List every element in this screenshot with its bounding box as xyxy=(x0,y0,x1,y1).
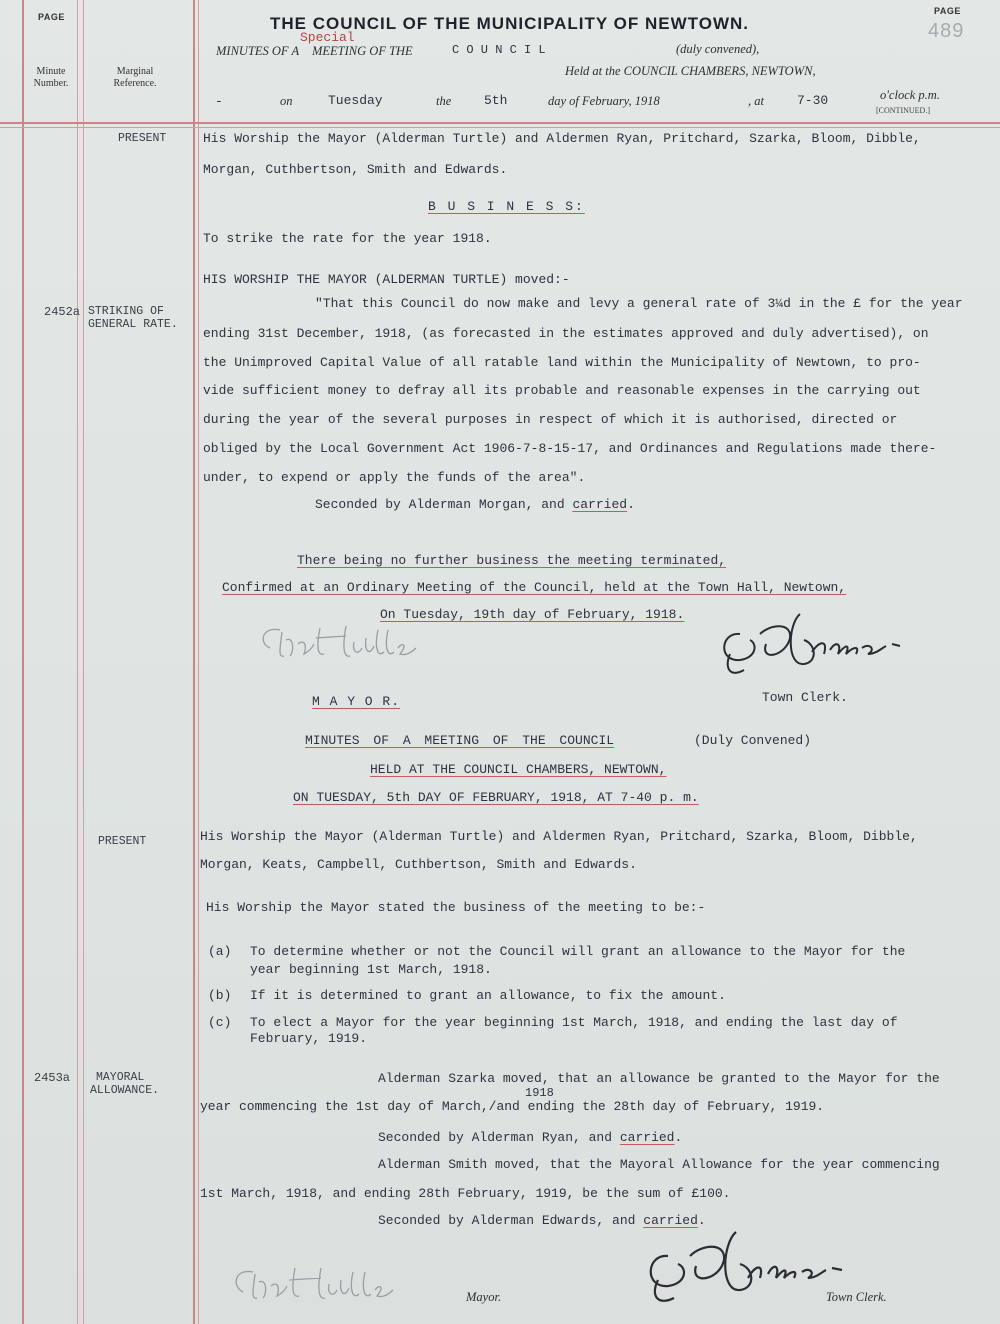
motion-line-4: vide sufficient money to defray all its probable and reasonable expenses in the carrying out xyxy=(203,383,921,398)
meeting-of-the-label: MEETING OF THE xyxy=(312,44,413,58)
mayor-label-2: Mayor. xyxy=(466,1290,502,1304)
on-label: on xyxy=(280,94,293,108)
marginal-ref-allowance: ALLOWANCE. xyxy=(90,1084,160,1097)
motion-line-5: during the year of the several purposes in respect of which it is authorised, directed or xyxy=(203,412,898,427)
present-line-2b: Morgan, Keats, Campbell, Cuthbertson, Smith and Edwards. xyxy=(200,857,637,872)
minute-number-column-label: Minute Number. xyxy=(33,66,69,89)
present-label-1: PRESENT xyxy=(118,132,167,145)
at-label: , at xyxy=(748,94,764,108)
seconded-line xyxy=(315,497,635,512)
mayor-signature-1 xyxy=(250,618,440,668)
motion-line-2: ending 31st December, 1918, (as forecasted in the estimates approved and duly advertised), on xyxy=(203,326,929,341)
carried-period: . xyxy=(627,497,635,512)
marginal-reference-column-label: Marginal Reference. xyxy=(113,66,157,89)
marginal-ref-general-rate: GENERAL RATE. xyxy=(88,318,178,331)
item-a-label: (a) xyxy=(208,944,232,959)
seconded-text: Seconded by Alderman Morgan, and xyxy=(315,497,565,512)
carried2-period: . xyxy=(697,1213,706,1228)
item-b-line1: If it is determined to grant an allowance, to fix the amount. xyxy=(250,988,726,1003)
held-at-heading-2: HELD AT THE COUNCIL CHAMBERS, NEWTOWN, xyxy=(370,762,667,777)
motion2-line1: Alderman Smith moved, that the Mayoral Allowance for the year commencing xyxy=(378,1157,940,1172)
marginal-ref-mayoral: MAYORAL xyxy=(96,1071,145,1084)
seconded1-text: Seconded by Alderman Ryan, and xyxy=(378,1130,613,1145)
held-at-label: Held at the COUNCIL CHAMBERS, NEWTOWN, xyxy=(565,64,816,78)
page-label-right: PAGE xyxy=(934,6,961,16)
confirmed-date: On Tuesday, 19th day of February, 1918. xyxy=(380,607,685,622)
town-clerk-label-1: Town Clerk. xyxy=(762,690,848,705)
special-insert: Special xyxy=(300,30,355,45)
motion2-line2: 1st March, 1918, and ending 28th February, 1919, be the sum of £100. xyxy=(200,1186,731,1201)
margin-rule-left xyxy=(22,0,24,1324)
marginal-ref-striking: STRIKING OF xyxy=(88,305,164,318)
page-label-left: PAGE xyxy=(38,12,65,22)
motion-line-7: under, to expend or apply the funds of the area". xyxy=(203,470,586,485)
header-rule-2 xyxy=(0,127,1000,128)
minute-number-column-rule xyxy=(77,0,78,1324)
carried2-text: carried xyxy=(643,1213,698,1228)
motion1-line1: Alderman Szarka moved, that an allowance be granted to the Mayor for the xyxy=(378,1071,940,1086)
duly-convened-2: (Duly Convened) xyxy=(694,733,812,748)
mayor-signature-2 xyxy=(225,1252,425,1312)
motion1-insert-1918: 1918 xyxy=(525,1086,554,1100)
item-c-line1: To elect a Mayor for the year beginning 1st March, 1918, and ending the last day of xyxy=(250,1015,898,1030)
minute-number-column-rule-2 xyxy=(83,0,84,1324)
confirmed-line: Confirmed at an Ordinary Meeting of the Council, held at the Town Hall, Newtown, xyxy=(222,580,847,595)
present-line-1b: Morgan, Cuthbertson, Smith and Edwards. xyxy=(203,162,508,177)
date-typed: 5th xyxy=(484,93,508,108)
carried1-period: . xyxy=(674,1130,683,1145)
header-dash: - xyxy=(215,94,223,109)
meeting-terminated: There being no further business the meeting terminated, xyxy=(297,553,727,568)
day-of-label: day of February, 1918 xyxy=(548,94,660,108)
mayor-label-1: M A Y O R. xyxy=(312,694,401,709)
item-c-label: (c) xyxy=(208,1015,232,1030)
town-clerk-signature-1 xyxy=(700,604,920,684)
motion1-line2: year commencing the 1st day of March,/and ending the 28th day of February, 1919. xyxy=(200,1099,825,1114)
business-heading: B U S I N E S S: xyxy=(428,199,585,214)
date-heading-2: ON TUESDAY, 5th DAY OF FEBRUARY, 1918, AT 7-40 p. m. xyxy=(293,790,699,805)
mayor-moved: HIS WORSHIP THE MAYOR (ALDERMAN TURTLE) moved:- xyxy=(203,272,570,287)
present-line-1a: His Worship the Mayor (Alderman Turtle) and Aldermen Ryan, Pritchard, Szarka, Bloom, Dibble, xyxy=(203,131,921,146)
page-number: 489 xyxy=(928,20,965,42)
the-label: the xyxy=(436,94,452,108)
minute-number-2453a: 2453a xyxy=(34,1071,71,1085)
motion-line-6: obliged by the Local Government Act 1906-7-8-15-17, and Ordinances and Regulations made there- xyxy=(203,441,937,456)
town-clerk-label-2: Town Clerk. xyxy=(826,1290,887,1304)
motion-line-1: "That this Council do now make and levy a general rate of 3¼d in the £ for the year xyxy=(315,296,963,311)
document-title: THE COUNCIL OF THE MUNICIPALITY OF NEWTOWN. xyxy=(270,14,750,33)
duly-convened-label: (duly convened), xyxy=(676,42,760,56)
minutes-of-a-label: MINUTES OF A xyxy=(216,44,300,58)
carried1-text: carried xyxy=(619,1130,675,1145)
present-line-2a: His Worship the Mayor (Alderman Turtle) and Aldermen Ryan, Pritchard, Szarka, Bloom, Dibble, xyxy=(200,829,918,844)
council-typed: C O U N C I L xyxy=(452,43,546,57)
continued-label: [CONTINUED.] xyxy=(876,106,930,115)
marginal-reference-column-rule xyxy=(193,0,195,1324)
business-intro-2: His Worship the Mayor stated the business of the meeting to be:- xyxy=(206,900,706,915)
day-typed: Tuesday xyxy=(328,93,383,108)
oclock-label: o'clock p.m. xyxy=(880,88,940,102)
seconded2-text: Seconded by Alderman Edwards, and xyxy=(378,1213,636,1228)
header-rule xyxy=(0,122,1000,124)
motion-line-3: the Unimproved Capital Value of all ratable land within the Municipality of Newtown, to pro- xyxy=(203,355,921,370)
item-a-line1: To determine whether or not the Council will grant an allowance to the Mayor for the xyxy=(250,944,906,959)
item-a-line2: year beginning 1st March, 1918. xyxy=(250,962,492,977)
time-typed: 7-30 xyxy=(797,93,829,108)
present-label-2: PRESENT xyxy=(98,835,147,848)
seconded1-line xyxy=(378,1130,682,1145)
carried-text: carried xyxy=(572,497,628,512)
item-c-line2: February, 1919. xyxy=(250,1031,368,1046)
marginal-reference-column-rule-2 xyxy=(198,0,199,1324)
minutes-heading-2: MINUTES OF A MEETING OF THE COUNCIL xyxy=(305,733,615,748)
business-text: To strike the rate for the year 1918. xyxy=(203,231,492,246)
item-b-label: (b) xyxy=(208,988,232,1003)
minute-number-2452a: 2452a xyxy=(44,305,81,319)
